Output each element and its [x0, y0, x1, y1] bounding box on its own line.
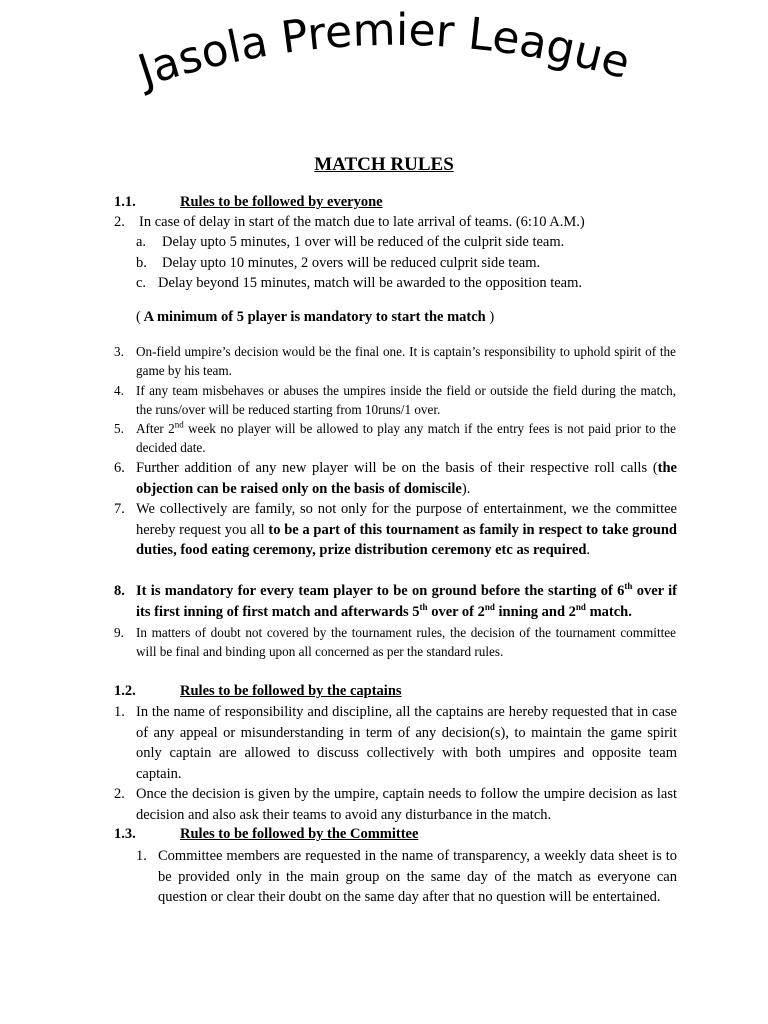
item-number: 3.: [114, 344, 124, 359]
rule-item: [114, 381, 676, 419]
rule-item: [114, 342, 676, 380]
note-bold-text: A minimum of 5 player is mandatory to start the match: [140, 309, 490, 325]
item-text: In matters of doubt not covered by the tournament rules, the decision of the tournament committee will be final and binding upon all concerned as per the standard rules.: [136, 625, 676, 659]
rule-item: [114, 784, 677, 825]
item-text: Committee members are requested in the name of transparency, a weekly data sheet is to be provided only in the main group on the same day of the match as everyone can question or clear their doubt on the same day after that no question will be entertained.: [158, 848, 677, 905]
sub-item-text: Delay beyond 15 minutes, match will be awarded to the opposition team.: [158, 275, 583, 291]
item-text: Once the decision is given by the umpire, captain needs to follow the umpire decision as last decision and also ask their teams to avoid any disturbance in the match.: [136, 786, 677, 823]
item-text: In the name of responsibility and discipline, all the captains are hereby requested that in case of any appeal or misunderstanding in term of any decision(s), to maintain the game spirit only captain are allowed to discuss collectively with both umpires and opposite team captain.: [136, 704, 677, 782]
item-text: In case of delay in start of the match due to late arrival of teams. (6:10 A.M.): [139, 214, 585, 230]
section-number: 1.2.: [114, 683, 136, 699]
section-number: 1.3.: [114, 826, 136, 842]
rule-item: [114, 623, 676, 661]
item-number: 9.: [114, 625, 124, 640]
item-number: 1.: [136, 848, 147, 864]
sub-item: [136, 253, 682, 274]
item-number: 4.: [114, 383, 124, 398]
sub-item-letter: c.: [136, 275, 147, 291]
sub-item-letter: a.: [136, 234, 147, 250]
item-number: 2.: [114, 786, 125, 802]
rule-item: [114, 419, 676, 457]
item-text: After 2nd week no player will be allowed to play any match if the entry fees is not paid prior to the decided date.: [136, 419, 676, 455]
rule-item: [114, 458, 677, 499]
item-number: 2.: [114, 214, 125, 230]
sub-item-text: Delay upto 10 minutes, 2 overs will be reduced culprit side team.: [162, 255, 541, 271]
item-number: 6.: [114, 460, 125, 476]
rule-item: [114, 499, 677, 561]
item-number: 1.: [114, 704, 125, 720]
item-text: We collectively are family, so not only for the purpose of entertainment, we the committee hereby request you all to be a part of this tournament as family in respect to take ground duties, food eating ceremony, prize distribution ceremony etc as required.: [136, 501, 677, 558]
item-number: 5.: [114, 421, 124, 436]
item-text: It is mandatory for every team player to be on ground before the starting of 6th over if its first inning of first match and afterwards 5th over of 2nd inning and 2nd match.: [136, 581, 678, 620]
item-text: On-field umpire’s decision would be the final one. It is captain’s responsibility to uphold spirit of the game by his team.: [136, 344, 676, 378]
item-text: Further addition of any new player will be on the basis of their respective roll calls (the objection can be raised only on the basis of domiscile).: [136, 460, 677, 497]
minimum-players-note: [136, 309, 494, 326]
section-heading-captains: [114, 683, 402, 700]
item-number: 8.: [114, 583, 125, 599]
rule-item: [114, 581, 678, 622]
sub-item-letter: b.: [136, 255, 147, 271]
rule-item: [114, 702, 677, 784]
sub-item: [136, 232, 682, 253]
rule-item: [136, 846, 677, 908]
sub-item: [136, 273, 678, 294]
section-title: Rules to be followed by the captains: [180, 683, 402, 699]
section-heading-everyone: [114, 194, 383, 211]
page-title: MATCH RULES: [314, 154, 454, 175]
item-number: 7.: [114, 501, 125, 517]
league-name: Jasola Premier League: [132, 10, 636, 98]
section-title: Rules to be followed by everyone: [180, 194, 383, 210]
section-number: 1.1.: [114, 194, 136, 210]
paren-close: ): [489, 309, 495, 325]
section-title: Rules to be followed by the Committee: [180, 826, 419, 842]
item-text: If any team misbehaves or abuses the umpires inside the field or outside the field during the match, the runs/over will be reduced starting from 10runs/1 over.: [136, 383, 676, 417]
section-heading-committee: [114, 826, 418, 843]
sub-item-text: Delay upto 5 minutes, 1 over will be reduced of the culprit side team.: [162, 234, 565, 250]
league-wordart-banner: [80, 10, 690, 110]
rule-item: [114, 212, 679, 233]
paren-open: (: [136, 309, 141, 325]
